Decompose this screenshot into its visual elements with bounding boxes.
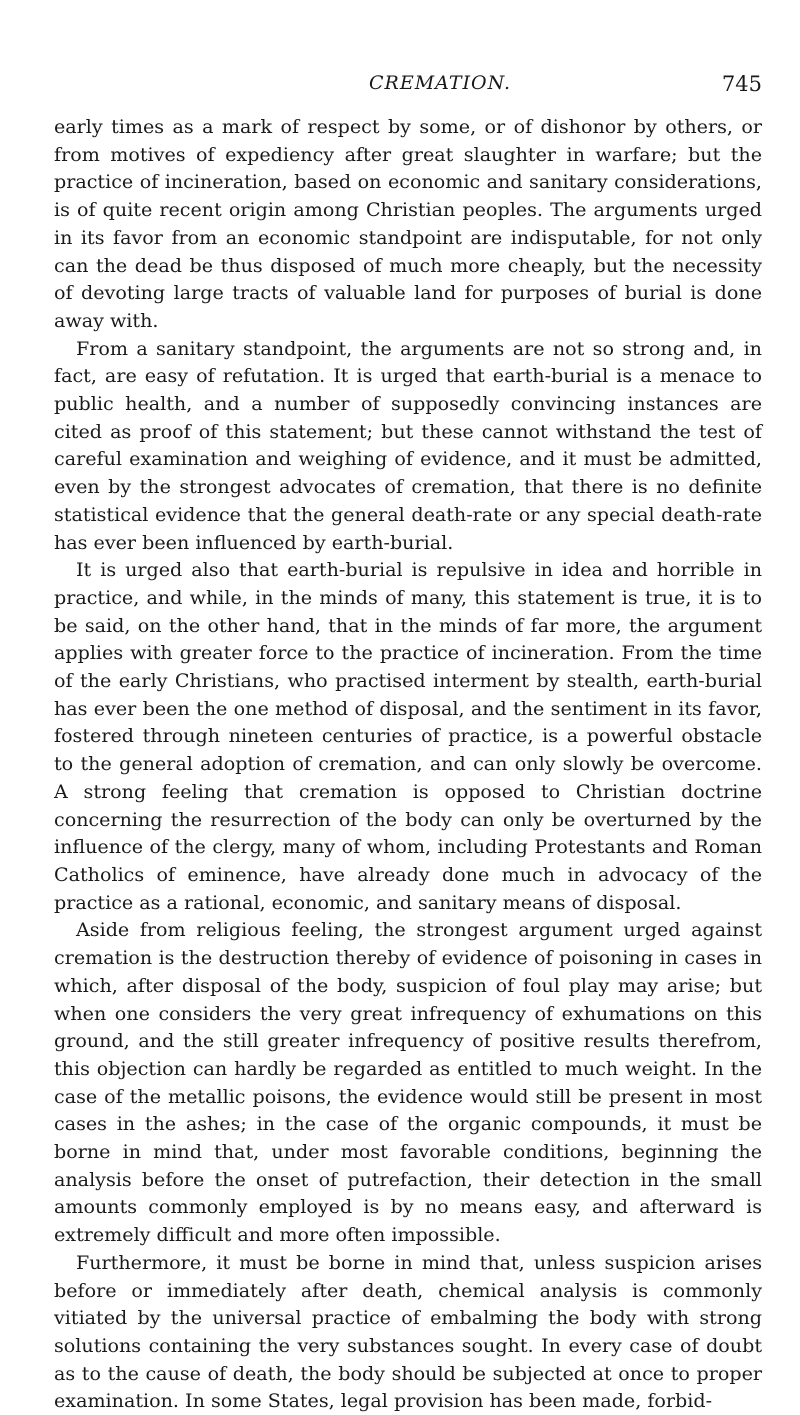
paragraph-3: It is urged also that earth-burial is repulsive in idea and horrible in practice, and while, in the minds of many, this statement is true, it is to be said, on the other hand, that in the minds of far more, the argument applies with greater force to the practice of incineration. From the time of the early Christians, who practised interment by stealth, earth-burial has ever been the one method of disposal, and the sentiment in its favor, fostered through nineteen centuries of practice, is a powerful obstacle to the general adoption of cremation, and can only slowly be overcome. A strong feeling that cremation is opposed to Christian doctrine concerning the resurrection of the body can only be overturned by the influence of the clergy, many of whom, including Protestants and Roman Catholics of eminence, have already done much in advocacy of the practice as a rational, economic, and sanitary means of disposal. xyxy=(54,558,762,914)
page-number: 745 xyxy=(721,72,762,96)
paragraph-1: early times as a mark of respect by some, or of dishonor by others, or from motives of expediency after great slaughter in warfare; but the practice of incineration, based on economic and sanitary considerations, is of quite recent origin among Christian peoples. The arguments urged in its favor from an economic standpoint are indisputable, for not only can the dead be thus disposed of much more cheaply, but the necessity of devoting large tracts of valuable land for purposes of burial is done away with. xyxy=(54,115,762,332)
running-header xyxy=(54,72,762,102)
running-title: CREMATION. xyxy=(369,72,512,94)
paragraph-5: Furthermore, it must be borne in mind that, unless suspicion arises before or immediately after death, chemical analysis is commonly vitiated by the universal practice of embalming the body with strong solutions containing the very substances sought. In every case of doubt as to the cause of death, the body should be subjected at once to proper examination. In some States, legal provision has been made, forbid- xyxy=(54,1250,762,1413)
paragraph-2: From a sanitary standpoint, the arguments are not so strong and, in fact, are easy of refutation. It is urged that earth-burial is a menace to public health, and a number of supposedly convincing instances are cited as proof of this statement; but these cannot withstand the test of careful examination and weighing of evidence, and it must be admitted, even by the strongest advocates of cremation, that there is no definite statistical evidence that the general death-rate or any special death-rate has ever been influenced by earth-burial. xyxy=(54,336,762,554)
body-text xyxy=(54,113,762,1415)
paragraph-4: Aside from religious feeling, the strongest argument urged against cremation is the destruction thereby of evidence of poisoning in cases in which, after disposal of the body, suspicion of foul play may arise; but when one considers the very great infrequency of exhumations on this ground, and the still greater infrequency of positive results therefrom, this objection can hardly be regarded as entitled to much weight. In the case of the metallic poisons, the evidence would still be present in most cases in the ashes; in the case of the organic compounds, it must be borne in mind that, under most favorable conditions, beginning the analysis before the onset of putrefaction, their detection in the small amounts commonly employed is by no means easy, and afterward is extremely difficult and more often impossible. xyxy=(54,918,762,1247)
